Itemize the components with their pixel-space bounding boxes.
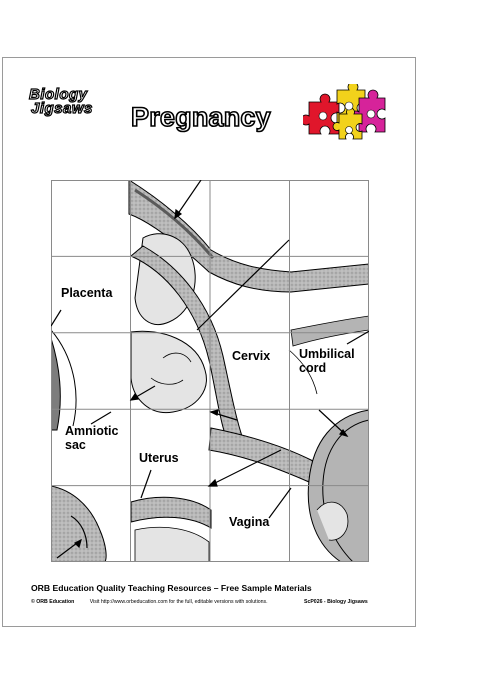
uterus-wall-lower: [131, 497, 211, 528]
page-title: Pregnancy: [131, 102, 271, 132]
label-amniotic-line1: Amniotic: [65, 424, 119, 438]
footer-product-code: ScP026 - Biology Jigsaws: [304, 599, 368, 605]
footer-copyright-text: © ORB Education: [31, 599, 75, 605]
label-umbilical-line1: Umbilical: [299, 347, 355, 361]
worksheet-page: [2, 57, 416, 627]
label-placenta: Placenta: [61, 286, 113, 300]
label-amniotic-sac: [65, 424, 118, 452]
label-cervix: Cervix: [232, 349, 271, 363]
label-uterus: Uterus: [139, 451, 179, 465]
logo-line-1: Biology: [29, 86, 88, 103]
logo-line-2: Jigsaws: [31, 100, 93, 117]
foetus-body: [131, 331, 206, 412]
footer-visit-link[interactable]: Visit http://www.orbeducation.com for the full, editable versions with solutions.: [89, 599, 268, 605]
label-amniotic-line2: sac: [65, 438, 86, 452]
cervix-lower-left: [51, 486, 106, 562]
puzzle-pieces-icon: [303, 84, 389, 142]
footer-title: ORB Education Quality Teaching Resources – Free Sample Materials: [31, 583, 312, 593]
biology-jigsaws-logo: [29, 88, 101, 122]
label-umbilical-line2: cord: [299, 361, 327, 375]
footer-copyright: [31, 599, 268, 605]
uterus-wall-left: [51, 338, 60, 430]
label-umbilical-cord: [299, 347, 355, 375]
label-vagina: Vagina: [229, 515, 270, 529]
